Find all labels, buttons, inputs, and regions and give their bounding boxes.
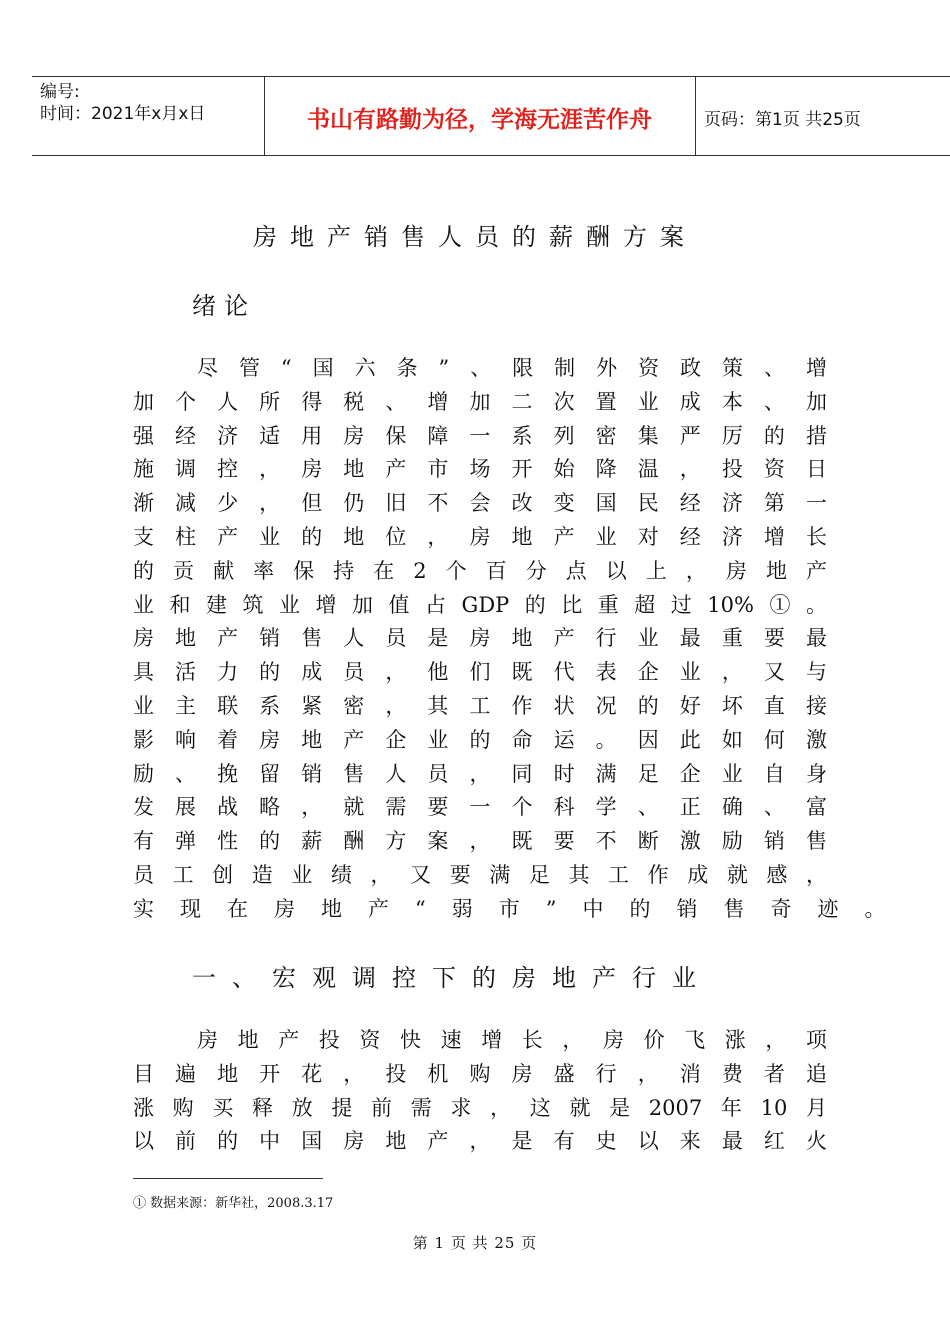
- section1-paragraph: [133, 1024, 827, 1159]
- paragraph-line: 励、挽留销售人员，同时满足企业自身: [133, 761, 827, 786]
- header-motto: 书山有路勤为径，学海无涯苦作舟: [307, 106, 652, 133]
- paragraph-line: 房地产销售人员是房地产行业最重要最: [133, 626, 827, 651]
- paragraph-line: 加个人所得税、增加二次置业成本、加: [133, 389, 827, 414]
- header-divider: [695, 77, 696, 155]
- paragraph-line: 尽管“国六条”、限制外资政策、增: [197, 356, 827, 380]
- paragraph-line: 强经济适用房保障一系列密集严厉的措: [133, 423, 827, 448]
- number-label: 编号:: [40, 82, 80, 102]
- time-label: 时间：2021年x月x日: [40, 104, 206, 124]
- header-page-info: 页码：第1页 共25页: [704, 109, 861, 130]
- paragraph-line: 目遍地开花，投机购房盛行，消费者追: [133, 1061, 827, 1086]
- paragraph-line: 实现在房地产“弱市”中的销售奇迹。: [133, 896, 912, 921]
- paragraph-line: 施调控，房地产市场开始降温，投资日: [133, 457, 827, 482]
- paragraph-line: 涨购买释放提前需求，这就是2007年10月: [133, 1095, 827, 1120]
- paragraph-line: 业和建筑业增加值占GDP的比重超过10%①。: [133, 592, 827, 617]
- paragraph-line: 员工创造业绩，又要满足其工作成就感，: [133, 862, 827, 887]
- paragraph-line: 以前的中国房地产，是有史以来最红火: [133, 1129, 827, 1154]
- intro-paragraph: [133, 352, 912, 927]
- footnote-rule: [133, 1178, 323, 1179]
- paragraph-line: 具活力的成员，他们既代表企业，又与: [133, 660, 827, 685]
- paragraph-line: 房地产投资快速增长，房价飞涨，项: [197, 1028, 827, 1052]
- paragraph-line: 渐减少，但仍旧不会改变国民经济第一: [133, 491, 827, 516]
- paragraph-line: 支柱产业的地位，房地产业对经济增长: [133, 524, 827, 549]
- paragraph-line: 影响着房地产企业的命运。因此如何激: [133, 727, 827, 752]
- footnote: ① 数据来源：新华社，2008.3.17: [133, 1196, 334, 1211]
- paragraph-line: 有弹性的薪酬方案，既要不断激励销售: [133, 829, 827, 854]
- page-number: 第 1 页 共 25 页: [412, 1234, 538, 1252]
- paragraph-line: 业主联系紧密，其工作状况的好坏直接: [133, 693, 827, 718]
- paragraph-line: 发展战略，就需要一个科学、正确、富: [133, 795, 827, 820]
- document-title: 房地产销售人员的薪酬方案: [253, 223, 697, 251]
- header-meta: [40, 81, 205, 125]
- section1-heading: 一、宏观调控下的房地产行业: [192, 964, 712, 992]
- document-header: [32, 76, 950, 156]
- paragraph-line: 的贡献率保持在2个百分点以上，房地产: [133, 558, 827, 583]
- intro-heading: 绪论: [192, 292, 256, 320]
